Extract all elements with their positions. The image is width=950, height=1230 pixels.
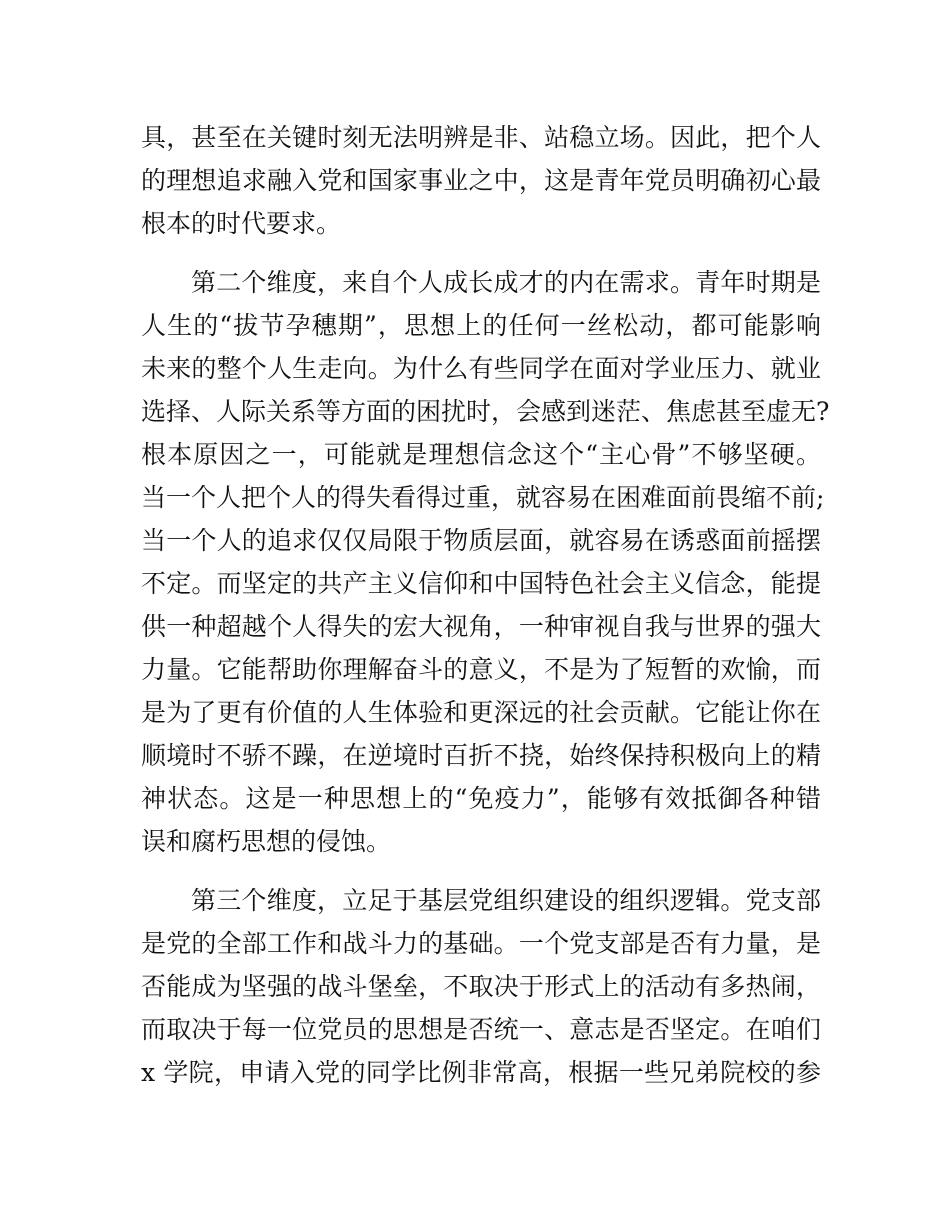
- text-line: 不定。而坚定的共产主义信仰和中国特色社会主义信念，能提: [141, 569, 821, 598]
- text-line: x 学院，申请入党的同学比例非常高，根据一些兄弟院校的参: [141, 1058, 821, 1087]
- paragraph-gap: [141, 245, 821, 261]
- paragraph-2: [141, 261, 830, 863]
- text-line: 第二个维度，来自个人成长成才的内在需求。青年时期是: [191, 268, 821, 297]
- text-line: 的理想追求融入党和国家事业之中，这是青年党员明确初心最: [141, 166, 821, 195]
- text-line: 而取决于每一位党员的思想是否统一、意志是否坚定。在咱们: [141, 1015, 821, 1044]
- text-line: 选择、人际关系等方面的困扰时，会感到迷茫、焦虑甚至虚无?: [141, 397, 830, 426]
- text-line: 是党的全部工作和战斗力的基础。一个党支部是否有力量，是: [141, 929, 821, 958]
- body-text: [141, 116, 830, 1094]
- text-line: 具，甚至在关键时刻无法明辨是非、站稳立场。因此，把个人: [141, 123, 821, 152]
- text-line: 未来的整个人生走向。为什么有些同学在面对学业压力、就业: [141, 354, 821, 383]
- text-line: 根本原因之一，可能就是理想信念这个“主心骨”不够坚硬。: [141, 440, 821, 469]
- text-line: 顺境时不骄不躁，在逆境时百折不挠，始终保持积极向上的精: [141, 741, 821, 770]
- text-line: 神状态。这是一种思想上的“免疫力”，能够有效抵御各种错: [141, 784, 821, 813]
- text-line: 力量。它能帮助你理解奋斗的意义，不是为了短暂的欢愉，而: [141, 655, 821, 684]
- paragraph-gap: [141, 863, 821, 879]
- text-line: 第三个维度，立足于基层党组织建设的组织逻辑。党支部: [191, 886, 821, 915]
- paragraph-1: [141, 116, 821, 245]
- text-line: 当一个人把个人的得失看得过重，就容易在困难面前畏缩不前;: [141, 483, 825, 512]
- text-line: 供一种超越个人得失的宏大视角，一种审视自我与世界的强大: [141, 612, 821, 641]
- text-line: 否能成为坚强的战斗堡垒，不取决于形式上的活动有多热闹，: [141, 972, 821, 1001]
- text-line: 是为了更有价值的人生体验和更深远的社会贡献。它能让你在: [141, 698, 821, 727]
- paragraph-3: [141, 879, 821, 1094]
- text-line: 人生的“拔节孕穗期”，思想上的任何一丝松动，都可能影响: [141, 311, 821, 340]
- text-line: 根本的时代要求。: [141, 209, 342, 238]
- text-line: 误和腐朽思想的侵蚀。: [141, 827, 392, 856]
- text-line: 当一个人的追求仅仅局限于物质层面，就容易在诱惑面前摇摆: [141, 526, 821, 555]
